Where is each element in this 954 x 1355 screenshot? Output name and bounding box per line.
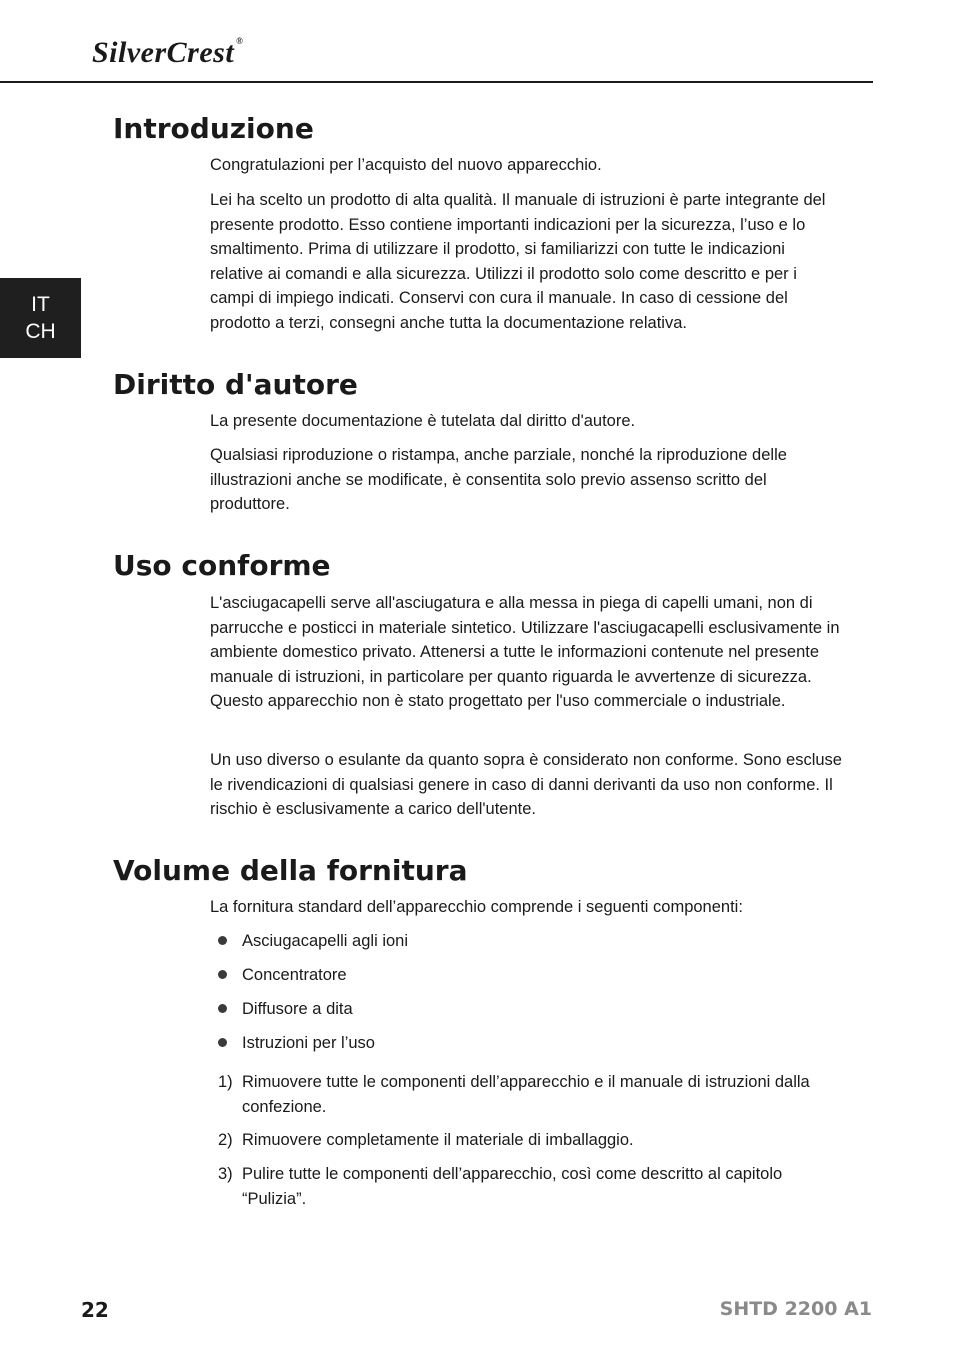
heading-introduzione: Introduzione — [113, 112, 314, 145]
bullet-icon — [218, 1038, 227, 1047]
heading-uso: Uso conforme — [113, 549, 331, 582]
registered-mark: ® — [236, 36, 244, 46]
bullet-icon — [218, 1004, 227, 1013]
diritto-paragraph-1: La presente documentazione è tutelata dal diritto d'autore. — [210, 412, 636, 430]
step-item: 1) Rimuovere tutte le componenti dell’apparecchio e il manuale di istruzioni dalla confezione. — [218, 1073, 810, 1116]
step-item: 3) Pulire tutte le componenti dell’apparecchio, così come descritto al capitolo “Pulizia”. — [218, 1165, 783, 1208]
lang-code-ch: CH — [25, 320, 56, 343]
intro-paragraph-1: Congratulazioni per l’acquisto del nuovo apparecchio. — [210, 156, 602, 174]
bullet-icon — [218, 970, 227, 979]
bullet-icon — [218, 936, 227, 945]
lang-code-it: IT — [31, 293, 50, 316]
page-number: 22 — [81, 1298, 109, 1322]
intro-paragraph-2: Lei ha scelto un prodotto di alta qualità. Il manuale di istruzioni è parte integrante del presente prodotto. Esso contiene importanti indicazioni per la sicurezza, l’uso e lo smaltimento. Prima di utilizzare il prodotto, si familiarizzi con tutte le indicazioni relative ai comandi e alla sicurezza. Utilizzi il prodotto solo come descritto e per i campi di impiego indicati. Conservi con cura il manuale. In caso di cessione del prodotto a terzi, consegni anche tutta la documentazione relativa. — [210, 191, 826, 332]
model-number: SHTD 2200 A1 — [719, 1298, 872, 1320]
heading-volume: Volume della fornitura — [113, 854, 468, 887]
volume-intro: La fornitura standard dell’apparecchio comprende i seguenti componenti: — [210, 898, 743, 916]
step-item: 2) Rimuovere completamente il materiale di imballaggio. — [218, 1131, 634, 1149]
uso-paragraph-2: Un uso diverso o esulante da quanto sopra è considerato non conforme. Sono escluse le rivendicazioni di qualsiasi genere in caso di danni derivanti da uso non conforme. Il rischio è esclusivamente a carico dell'utente. — [210, 751, 842, 819]
header-rule — [0, 81, 873, 83]
heading-diritto: Diritto d'autore — [113, 368, 358, 401]
list-item: Concentratore — [218, 963, 347, 988]
diritto-paragraph-2: Qualsiasi riproduzione o ristampa, anche parziale, nonché la riproduzione delle illustrazioni anche se modificate, è consentita solo previo assenso scritto del produttore. — [210, 446, 787, 514]
list-item: Diffusore a dita — [218, 997, 353, 1022]
uso-paragraph-1: L'asciugacapelli serve all'asciugatura e alla messa in piega di capelli umani, non di parrucche e posticci in materiale sintetico. Utilizzare l'asciugacapelli esclusivamente in ambiente domestico privato. Attenersi a tutte le informazioni contenute nel presente manuale di istruzioni, in particolare per quanto riguarda le avvertenze di sicurezza. Questo apparecchio non è stato progettato per l'uso commerciale o industriale. — [210, 594, 840, 711]
brand-logo: SilverCrest ® — [92, 36, 244, 69]
list-item: Asciugacapelli agli ioni — [218, 929, 408, 954]
language-tab — [0, 278, 81, 358]
list-item: Istruzioni per l’uso — [218, 1031, 375, 1056]
